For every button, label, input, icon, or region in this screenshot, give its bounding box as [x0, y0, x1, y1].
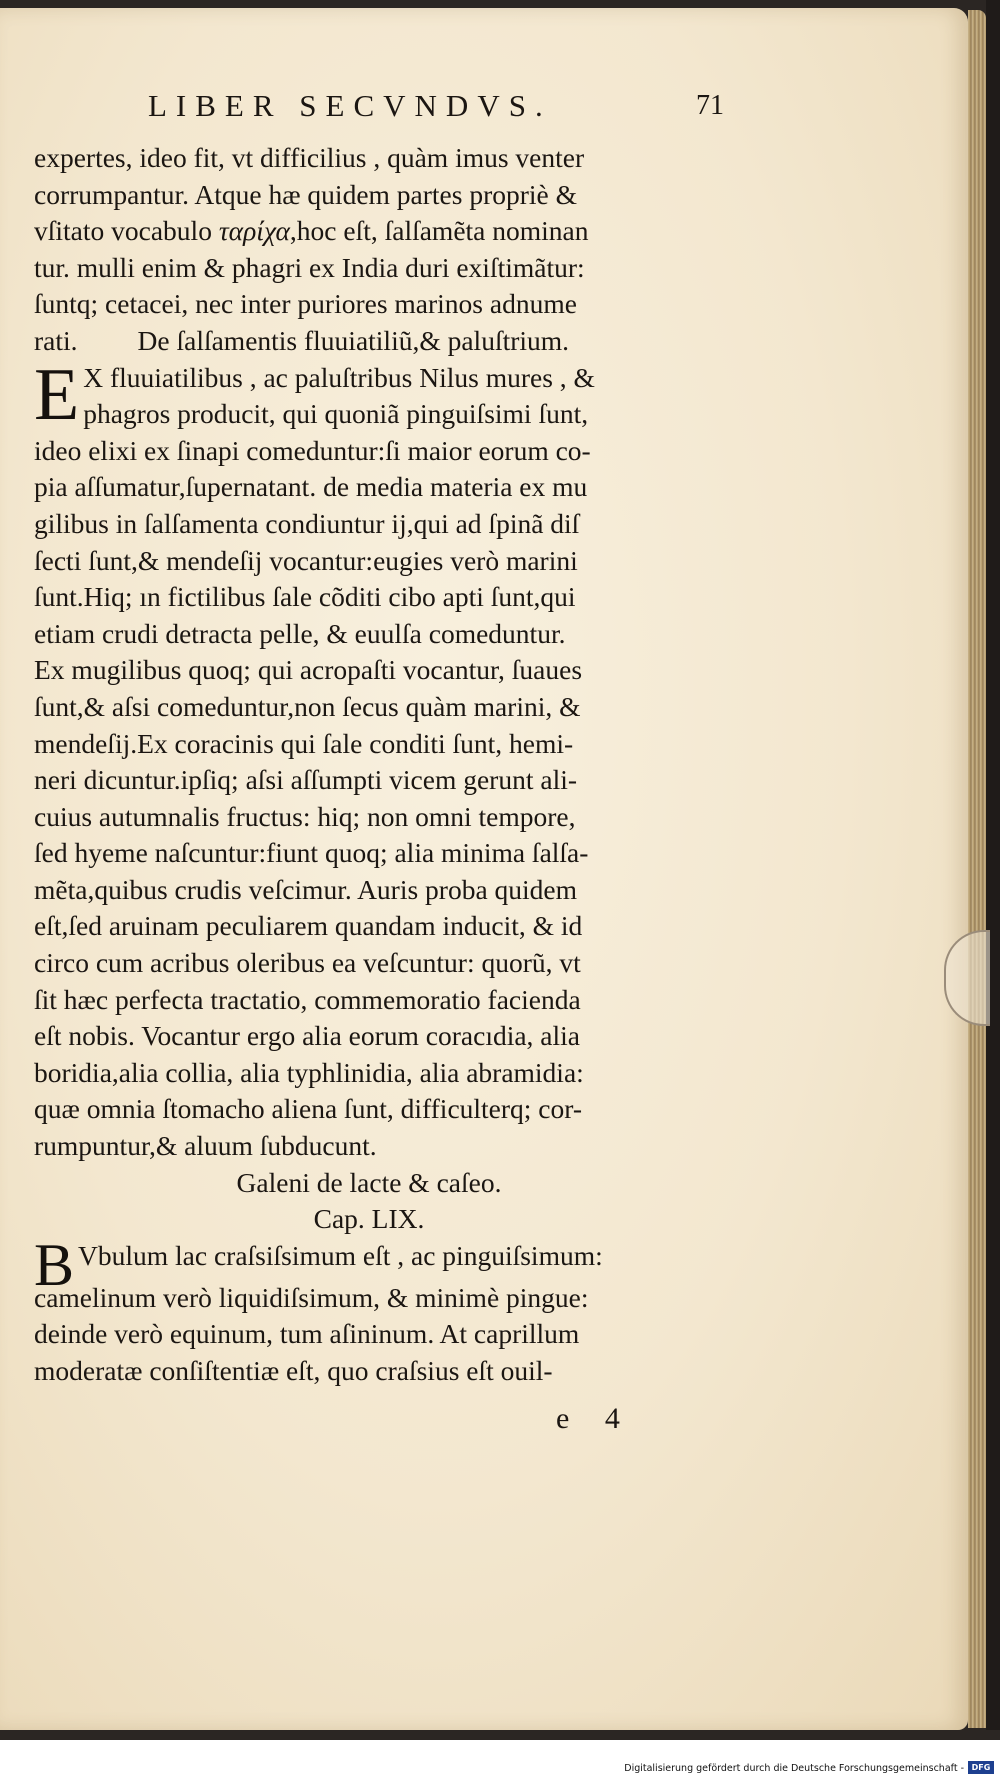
paragraph-two — [34, 353, 734, 1165]
text-line: eſt nobis. Vocantur ergo alia eorum coracıdia, alia — [34, 1020, 580, 1052]
text-line: X fluuiatilibus , ac paluſtribus Nilus mures , & — [83, 361, 595, 393]
section-heading: De ſalſamentis fluuiatiliũ,& paluſtrium. — [137, 324, 570, 356]
dfg-logo: DFG — [968, 1761, 994, 1774]
drop-cap-initial: B — [34, 1231, 75, 1298]
text-line — [34, 323, 734, 360]
text-line: cuius autumnalis fructus: hiq; non omni tempore, — [34, 800, 576, 832]
text-line: Ex mugilibus quoq; qui acropaſti vocantur, ſuaues — [34, 654, 583, 686]
scan-bottom-edge — [0, 1730, 1000, 1740]
text-line: Vbulum lac craſsiſsimum eſt , ac pinguiſsimum: — [78, 1239, 603, 1271]
text-line: ſecti ſunt,& mendeſij vocantur:eugies verò marini — [34, 544, 578, 576]
text-line: mendeſij.Ex coracinis qui ſale conditi ſunt, hemi- — [34, 727, 574, 759]
signature-mark: e 4 — [556, 1402, 634, 1435]
page-edges — [968, 10, 986, 1728]
paragraph-three — [34, 1231, 734, 1390]
text-line: ſuntq; cetacei, nec inter puriores marinos adnume — [34, 288, 577, 320]
text-line: gilibus in ſalſamenta condiuntur ij,qui ad ſpinã diſ — [34, 507, 580, 539]
text-line: ideo elixi ex ſinapi comeduntur:ſi maior eorum co- — [34, 434, 591, 466]
text-line: boridia,alia collia, alia typhlinidia, alia abramidia: — [34, 1056, 584, 1088]
book-spine — [986, 0, 1000, 1740]
text-line: moderatæ conſiſtentiæ eſt, quo craſsius eſt ouil- — [34, 1355, 553, 1386]
page-body — [34, 140, 734, 1390]
text-line: tur. mulli enim & phagri ex India duri exiſtimãtur: — [34, 251, 585, 283]
text-span: ,hoc eſt, ſalſamẽta nominan — [289, 215, 589, 247]
text-line: mẽta,quibus crudis veſcimur. Auris proba quidem — [34, 873, 578, 905]
text-line: ſunt,& aſsi comeduntur,non ſecus quàm marini, & — [34, 690, 581, 722]
drop-cap-initial: E — [34, 353, 80, 436]
text-line: ſunt.Hiq; ın fictilibus ſale cõditi cibo apti ſunt,qui — [34, 581, 576, 613]
text-line: neri dicuntur.ipſiq; aſsi aſſumpti vicem gerunt ali- — [34, 764, 578, 796]
greek-word: ταρίχα — [218, 215, 290, 247]
text-line: quæ omnia ſtomacho aliena ſunt, difficulterq; cor- — [34, 1093, 583, 1125]
page-header — [148, 88, 728, 128]
digitization-credit: Digitalisierung gefördert durch die Deutsche Forschungsgemeinschaft - — [624, 1763, 964, 1774]
text-line: deinde verò equinum, tum aſininum. At caprillum — [34, 1318, 580, 1350]
text-span: rati. — [34, 324, 78, 356]
text-line: eſt,ſed aruinam peculiarem quandam inducit, & id — [34, 910, 583, 942]
text-line — [34, 213, 734, 250]
text-line: expertes, ideo fit, vt difficilius , quàm imus venter — [34, 142, 585, 173]
chapter-label: Cap. LIX. — [313, 1203, 425, 1235]
text-span: vſitato vocabulo — [34, 215, 219, 247]
page-number: 71 — [696, 90, 724, 121]
text-line: corrumpantur. Atque hæ quidem partes propriè & — [34, 178, 578, 210]
text-line: ſit hæc perfecta tractatio, commemoratio facienda — [34, 983, 581, 1015]
text-line: circo cum acribus oleribus ea veſcuntur: quorũ, vt — [34, 947, 581, 979]
text-line: phagros producit, qui quoniã pinguiſsimi ſunt, — [83, 398, 589, 430]
running-head: LIBER SECVNDVS. — [148, 88, 552, 123]
text-line: rumpuntur,& aluum ſubducunt. — [34, 1130, 377, 1162]
section-heading: Galeni de lacte & caſeo. — [236, 1166, 502, 1198]
text-line: etiam crudi detracta pelle, & euulſa comeduntur. — [34, 617, 566, 649]
text-line: ſed hyeme naſcuntur:fiunt quoq; alia minima ſalſa- — [34, 837, 589, 869]
text-line: pia aſſumatur,ſupernatant. de media materia ex mu — [34, 471, 588, 503]
text-line: camelinum verò liquidiſsimum, & minimè pingue: — [34, 1281, 589, 1313]
